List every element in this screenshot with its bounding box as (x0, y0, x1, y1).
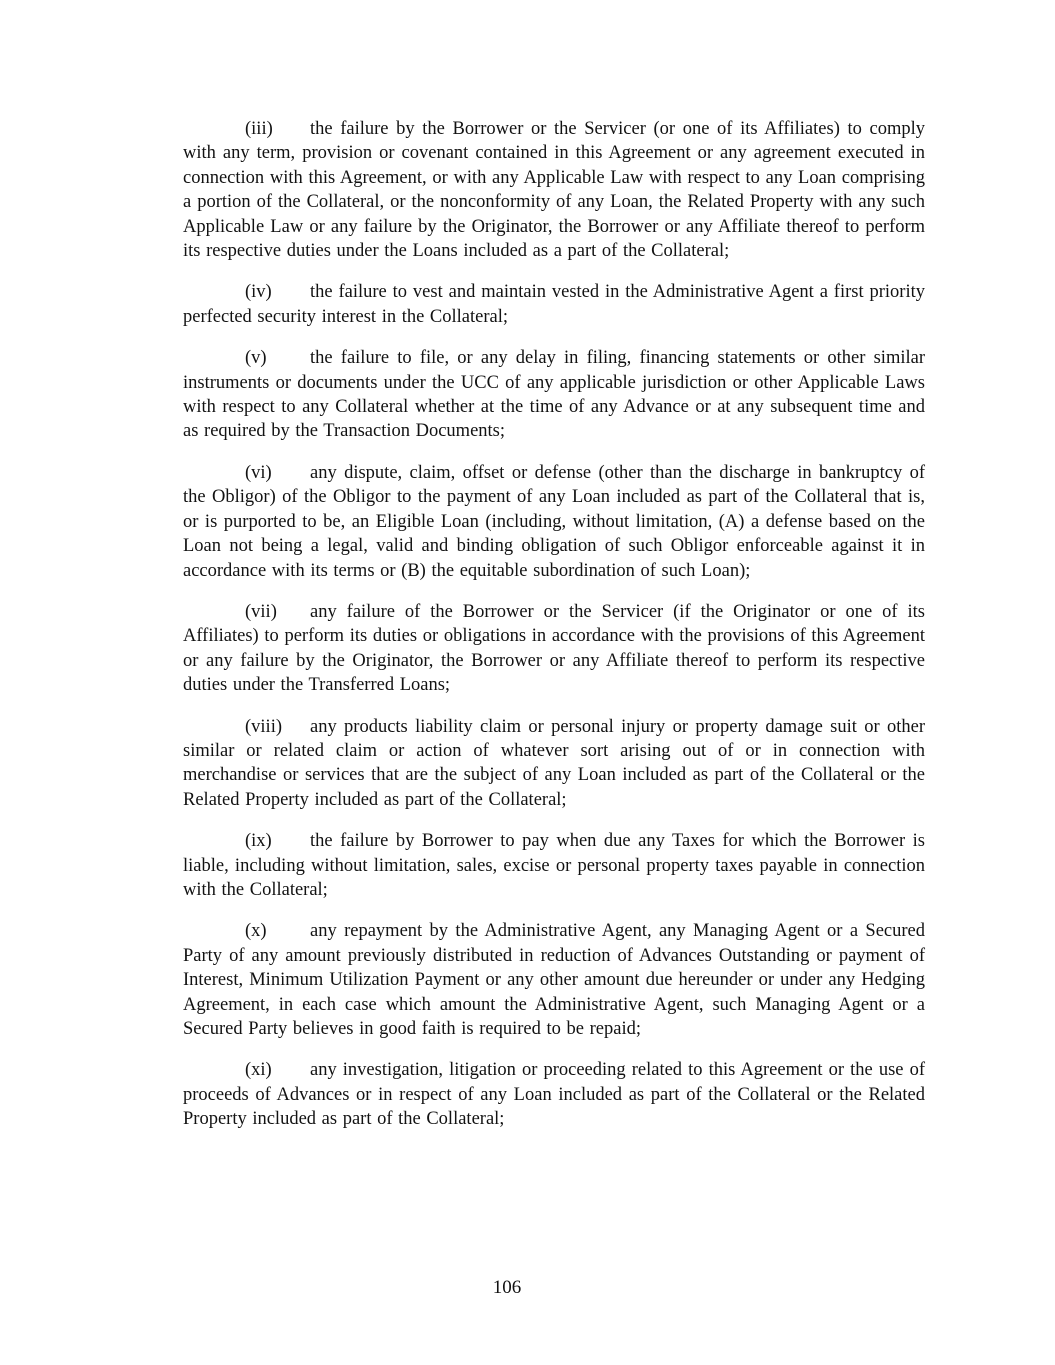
page-number: 106 (492, 1277, 522, 1298)
paragraph-text: any repayment by the Administrative Agent, any Managing Agent or a Secured Party of any amount previously distributed in reduction of Advances Outstanding or payment of Interest, Minimum Utilization Payment or any other amount due hereunder or under any Hedging Agreement, in each case which amount the Administrative Agent, such Managing Agent or a Secured Party believes in good faith is required to be repaid; (183, 921, 925, 1039)
paragraph-vi (183, 461, 925, 583)
paragraph-x (183, 919, 925, 1041)
paragraph-text: any failure of the Borrower or the Servicer (if the Originator or one of its Affiliates) to perform its duties or obligations in accordance with the provisions of this Agreement or any failure by the Originator, the Borrower or any Affiliate thereof to perform its respective duties under the Transferred Loans; (183, 601, 925, 696)
paragraph-viii (183, 715, 925, 813)
paragraph-marker: (v) (245, 348, 267, 369)
paragraph-marker: (vi) (245, 462, 272, 483)
paragraph-text: the failure to file, or any delay in filing, financing statements or other similar instruments or documents under the UCC of any applicable jurisdiction or other Applicable Laws with respect to any Collateral whether at the time of any Advance or at any subsequent time and as required by the Transaction Documents; (183, 348, 925, 442)
document-body (183, 117, 925, 1132)
paragraph-marker: (iii) (245, 119, 273, 139)
paragraph-iv (183, 280, 925, 329)
paragraph-xi (183, 1058, 925, 1131)
paragraph-marker: (x) (245, 921, 267, 942)
paragraph-marker: (xi) (245, 1060, 272, 1081)
paragraph-marker: (viii) (245, 716, 282, 737)
paragraph-text: the failure by the Borrower or the Servicer (or one of its Affiliates) to comply with any term, provision or covenant contained in this Agreement or any agreement executed in connection with this Agreement, or with any Applicable Law with respect to any Loan comprising a portion of the Collateral, or the nonconformity of any Loan, the Related Property with any such Applicable Law or any failure by the Originator, the Borrower or any Affiliate thereof to perform its respective duties under the Loans included as a part of the Collateral; (183, 119, 925, 262)
paragraph-text: any dispute, claim, offset or defense (other than the discharge in bankruptcy of the Obligor) of the Obligor to the payment of any Loan included as part of the Collateral that is, or is purported to be, an Eligible Loan (including, without limitation, (A) a defense based on the Loan not being a legal, valid and binding obligation of such Obligor enforceable against it in accordance with its terms or (B) the equitable subordination of such Loan); (183, 462, 925, 581)
paragraph-marker: (ix) (245, 831, 272, 852)
paragraph-text: any investigation, litigation or proceeding related to this Agreement or the use of proceeds of Advances or in respect of any Loan included as part of the Collateral or the Related Property included as part of the Collateral; (183, 1060, 925, 1130)
paragraph-text: the failure to vest and maintain vested in the Administrative Agent a first priority perfected security interest in the Collateral; (183, 282, 925, 327)
paragraph-vii (183, 600, 925, 698)
paragraph-text: any products liability claim or personal injury or property damage suit or other similar or related claim or action of whatever sort arising out of or in connection with merchandise or services that are the subject of any Loan included as part of the Collateral or the Related Property included as part of the Collateral; (183, 716, 925, 810)
paragraph-iii (183, 117, 925, 263)
paragraph-marker: (iv) (245, 282, 272, 303)
paragraph-v (183, 346, 925, 444)
paragraph-ix (183, 829, 925, 902)
paragraph-text: the failure by Borrower to pay when due any Taxes for which the Borrower is liable, including without limitation, sales, excise or personal property taxes payable in connection with the Collateral; (183, 831, 925, 900)
paragraph-marker: (vii) (245, 601, 277, 622)
